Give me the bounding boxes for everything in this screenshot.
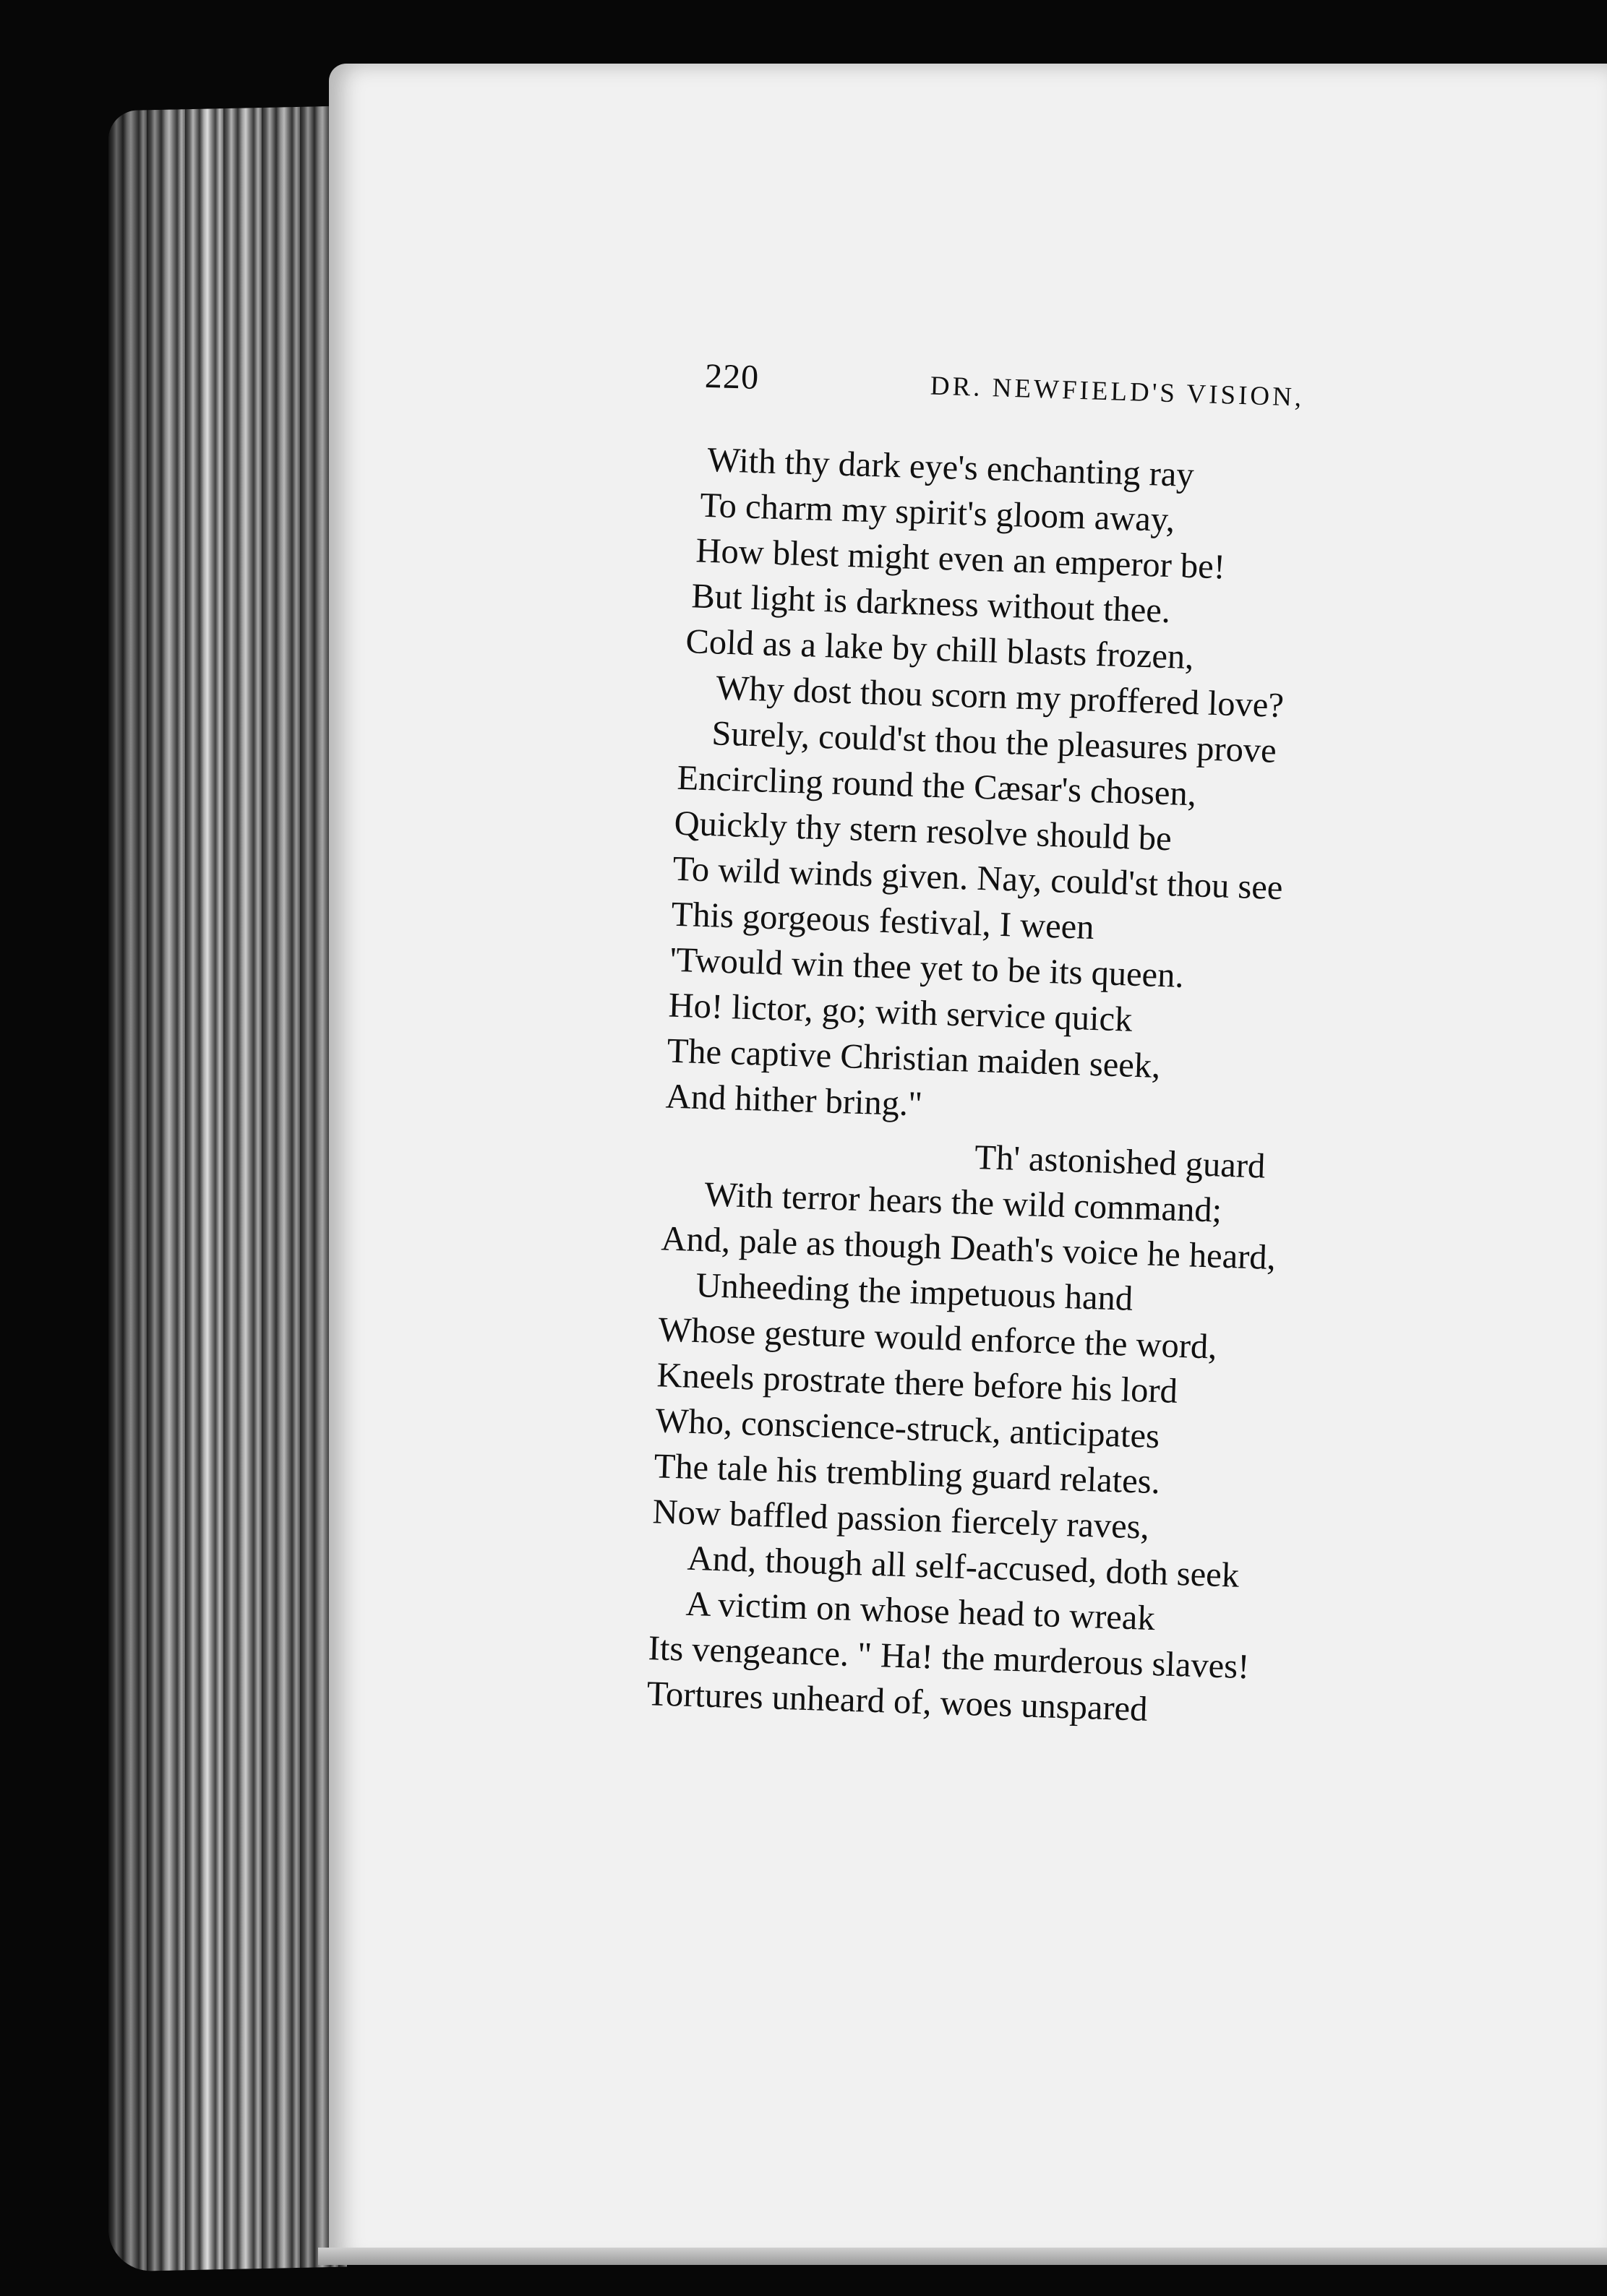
poem-line: Th' astonished guard (974, 1138, 1267, 1186)
page-number: 220 (704, 356, 760, 397)
poem-line: But light is darkness without thee. (690, 577, 1171, 631)
poem-line: And, pale as though Death's voice he heard, (660, 1219, 1277, 1278)
poem-line: Now baffled passion fiercely raves, (651, 1492, 1150, 1547)
poem-body (646, 437, 1517, 1742)
poem-line: And, though all self-accused, doth seek (686, 1539, 1240, 1595)
poem-line: How blest might even an emperor be! (695, 531, 1226, 587)
running-title: DR. NEWFIELD'S VISION, (930, 371, 1305, 413)
poem-line: The captive Christian maiden seek, (666, 1031, 1162, 1085)
poem-line: With thy dark eye's enchanting ray (706, 440, 1195, 495)
poem-line: A victim on whose head to wreak (685, 1584, 1156, 1638)
poem-line: Kneels prostrate there before his lord (656, 1356, 1178, 1411)
poem-line: Tortures unheard of, woes unspared (646, 1674, 1149, 1729)
poem-line: Encircling round the Cæsar's chosen, (676, 758, 1197, 814)
poem-line: To charm my spirit's gloom away, (699, 486, 1175, 540)
poem-line: Its vengeance. " Ha! the murderous slaves! (647, 1629, 1251, 1687)
poem-line: Why dost thou scorn my proffered love? (715, 668, 1285, 726)
poem-line: The tale his trembling guard relates. (653, 1447, 1161, 1502)
poem-line: This gorgeous festival, I ween (670, 895, 1095, 947)
poem-line: And hither bring." (664, 1077, 923, 1124)
poem-line: Who, conscience-struck, anticipates (654, 1401, 1160, 1456)
poem-line: 'Twould win thee yet to be its queen. (669, 940, 1185, 995)
poem-line: Quickly thy stern resolve should be (673, 804, 1173, 859)
poem-line: To wild winds given. Nay, could'st thou see (672, 849, 1284, 908)
poem-line: Unheeding the impetuous hand (695, 1265, 1134, 1318)
poem-line: Ho! lictor, go; with service quick (667, 986, 1134, 1039)
poem-line: Cold as a lake by chill blasts frozen, (685, 622, 1195, 677)
poem-line: With terror hears the wild command; (703, 1175, 1222, 1230)
poem-line: Surely, could'st thou the pleasures prove (711, 714, 1277, 770)
poem-line: Whose gesture would enforce the word, (657, 1310, 1218, 1367)
